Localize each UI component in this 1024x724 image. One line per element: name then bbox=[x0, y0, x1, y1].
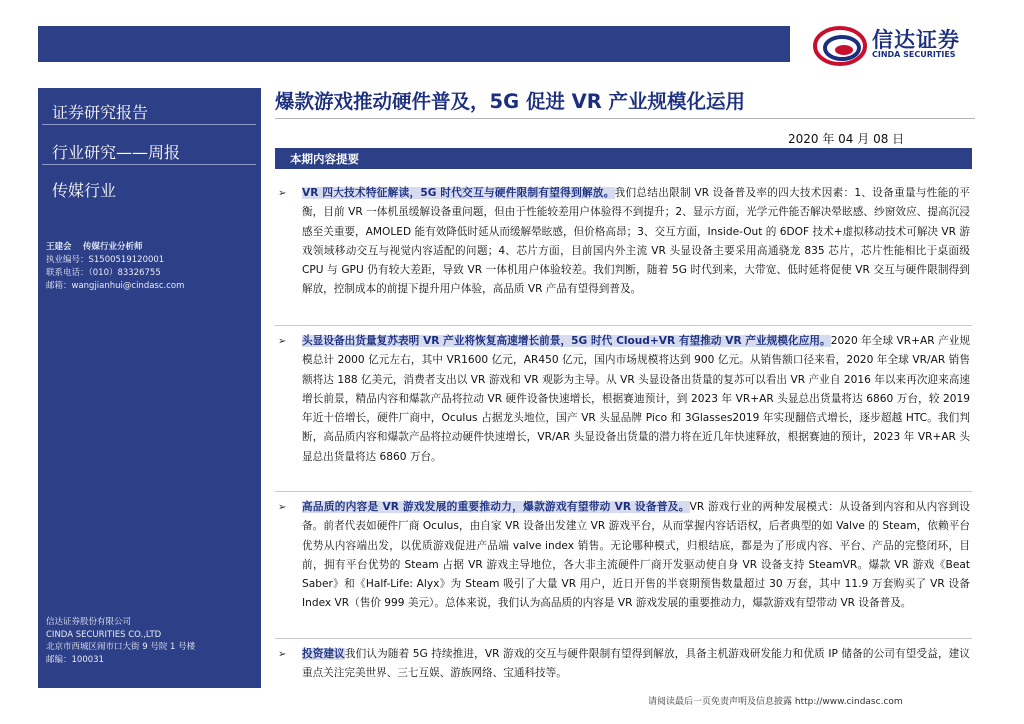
section-divider bbox=[275, 491, 972, 492]
section-divider bbox=[275, 325, 972, 326]
summary-paragraph bbox=[302, 498, 970, 614]
report-headline: 爆款游戏推动硬件普及，5G 促进 VR 产业规模化运用 bbox=[275, 90, 746, 113]
report-date: 2020 年 04 月 08 日 bbox=[788, 132, 905, 146]
analyst-info bbox=[46, 241, 258, 293]
summary-paragraph bbox=[302, 332, 970, 467]
report-type: 证券研究报告 bbox=[52, 103, 149, 122]
sidebar-divider bbox=[42, 124, 256, 125]
analyst-phone: 联系电话：（010）83326755 bbox=[46, 268, 161, 278]
summary-paragraph bbox=[302, 645, 970, 684]
footer-disclaimer: 请阅读最后一页免责声明及信息披露 http://www.cindasc.com bbox=[648, 697, 903, 707]
section-header-bar bbox=[275, 148, 972, 169]
section-label: 本期内容提要 bbox=[290, 152, 359, 166]
report-industry: 传媒行业 bbox=[52, 181, 117, 200]
paragraph-highlight: 高品质的内容是 VR 游戏发展的重要推动力，爆款游戏有望带动 VR 设备普及。 bbox=[302, 501, 690, 513]
paragraph-highlight: 投资建议 bbox=[302, 648, 345, 660]
analyst-license: 执业编号：S1500519120001 bbox=[46, 255, 165, 265]
company-name-cn: 信达证券股份有限公司 bbox=[46, 617, 132, 627]
company-postcode: 邮编：100031 bbox=[46, 654, 104, 665]
company-info bbox=[46, 616, 258, 666]
section-divider bbox=[275, 638, 972, 639]
arrow-bullet-icon: ➢ bbox=[278, 649, 287, 660]
sidebar-divider bbox=[42, 164, 256, 165]
analyst-name: 王建会 传媒行业分析师 bbox=[46, 242, 143, 252]
company-name-en: CINDA SECURITIES CO.,LTD bbox=[46, 629, 162, 640]
arrow-bullet-icon: ➢ bbox=[278, 336, 287, 347]
arrow-bullet-icon: ➢ bbox=[278, 502, 287, 513]
company-address: 北京市西城区闹市口大街 9 号院 1 号楼 bbox=[46, 642, 196, 652]
paragraph-text: VR 游戏行业的两种发展模式：从设备到内容和从内容到设备。前者代表如硬件厂商 Oculus，由自家 VR 设备出发建立 VR 游戏平台，从而掌握内容话语权，后者典型的如 Valve 的 Steam，依赖平台优势从内容端出发，以优质游戏促进产品端 valve index 销售。无论哪种模式，归根结底，都是为了形成内容、平台、产品的完整闭环，目前，拥有平台优势的 Steam 占据 VR 游戏主导地位，各大非主流硬件厂商开发驱动使自身 VR 设备支持 SteamVR。爆款 VR 游戏《Beat Saber》和《Half-Life: Alyx》为 Steam 吸引了大量 VR 用户，近日开售的半衰期预售数量超过 30 万套，其中 11.9 万套购买了 VR 设备 Index VR（售价 999 美元）。总体来说，我们认为高品质的内容是 VR 游戏发展的重要推动力，爆款游戏有望带动 VR 设备普及。 bbox=[302, 501, 970, 610]
logo-name-cn: 信达证券 bbox=[872, 28, 960, 52]
top-header-band bbox=[38, 26, 790, 62]
logo-name-en: CINDA SECURITIES bbox=[872, 50, 956, 59]
report-category: 行业研究——周报 bbox=[52, 143, 181, 162]
analyst-email: 邮箱：wangjianhui@cindasc.com bbox=[46, 281, 185, 291]
paragraph-highlight: 头显设备出货量复苏表明 VR 产业将恢复高速增长前景，5G 时代 Cloud+VR 有望推动 VR 产业规模化应用。 bbox=[302, 335, 831, 347]
paragraph-highlight: VR 四大技术特征解读，5G 时代交互与硬件限制有望得到解放。 bbox=[302, 187, 615, 199]
summary-paragraph bbox=[302, 184, 970, 300]
paragraph-text: 我们认为随着 5G 持续推进，VR 游戏的交互与硬件限制有望得到解放，具备主机游戏研发能力和优质 IP 储备的公司有望受益，建议重点关注完美世界、三七互娱、游族网络、宝通科技等。 bbox=[302, 648, 971, 680]
paragraph-text: 我们总结出限制 VR 设备普及率的四大技术因素：1、设备重量与性能的平衡，目前 VR 一体机虽缓解设备重问题，但由于性能较差用户体验得不到提升；2、显示方面，光学元件能否解决晕眩感、纱窗效应、提高沉浸感至关重要，AMOLED 能有效降低时延从而缓解晕眩感，但价格高昂；3、交互方面，Inside-Out 的 6DOF 技术+虚拟移动技术可解决 VR 游戏领域移动交互与视觉内容适配的问题；4、芯片方面，目前国内外主流 VR 头显设备主要采用高通骁龙 835 芯片，芯片性能相比于桌面级 CPU 与 GPU 仍有较大差距，导致 VR 一体机用户体验较差。我们判断，随着 5G 时代到来，大带宽、低时延将促使 VR 交互与硬件限制得到解放，控制成本的前提下提升用户体验，高品质 VR 产品有望得到普及。 bbox=[302, 187, 970, 296]
headline-rule bbox=[275, 118, 975, 119]
paragraph-text: 2020 年全球 VR+AR 产业规模总计 2000 亿元左右，其中 VR1600 亿元，AR450 亿元，国内市场规模将达到 900 亿元。从销售额口径来看，2020 年全球 VR/AR 销售额将达 188 亿美元，消费者支出以 VR 游戏和 VR 观影为主导。从 VR 头显设备出货量的复苏可以看出 VR 产业自 2016 年以来再次迎来高速增长前景，精品内容和爆款产品将拉动 VR 硬件设备快速增长，根据赛迪预计，到 2023 年 VR+AR 头显总出货量将达 6860 万台，较 2019 年近十倍增长，硬件厂商中，Oculus 占据龙头地位，国产 VR 头显品牌 Pico 和 3Glasses2019 年实现翻倍式增长，逐步超越 HTC。我们判断，高品质内容和爆款产品将拉动硬件快速增长，VR/AR 头显设备出货量的潜力将在近几年快速释放，根据赛迪的预计，2023 年 VR+AR 头显总出货量将达 6860 万台。 bbox=[302, 335, 971, 463]
arrow-bullet-icon: ➢ bbox=[278, 188, 287, 199]
